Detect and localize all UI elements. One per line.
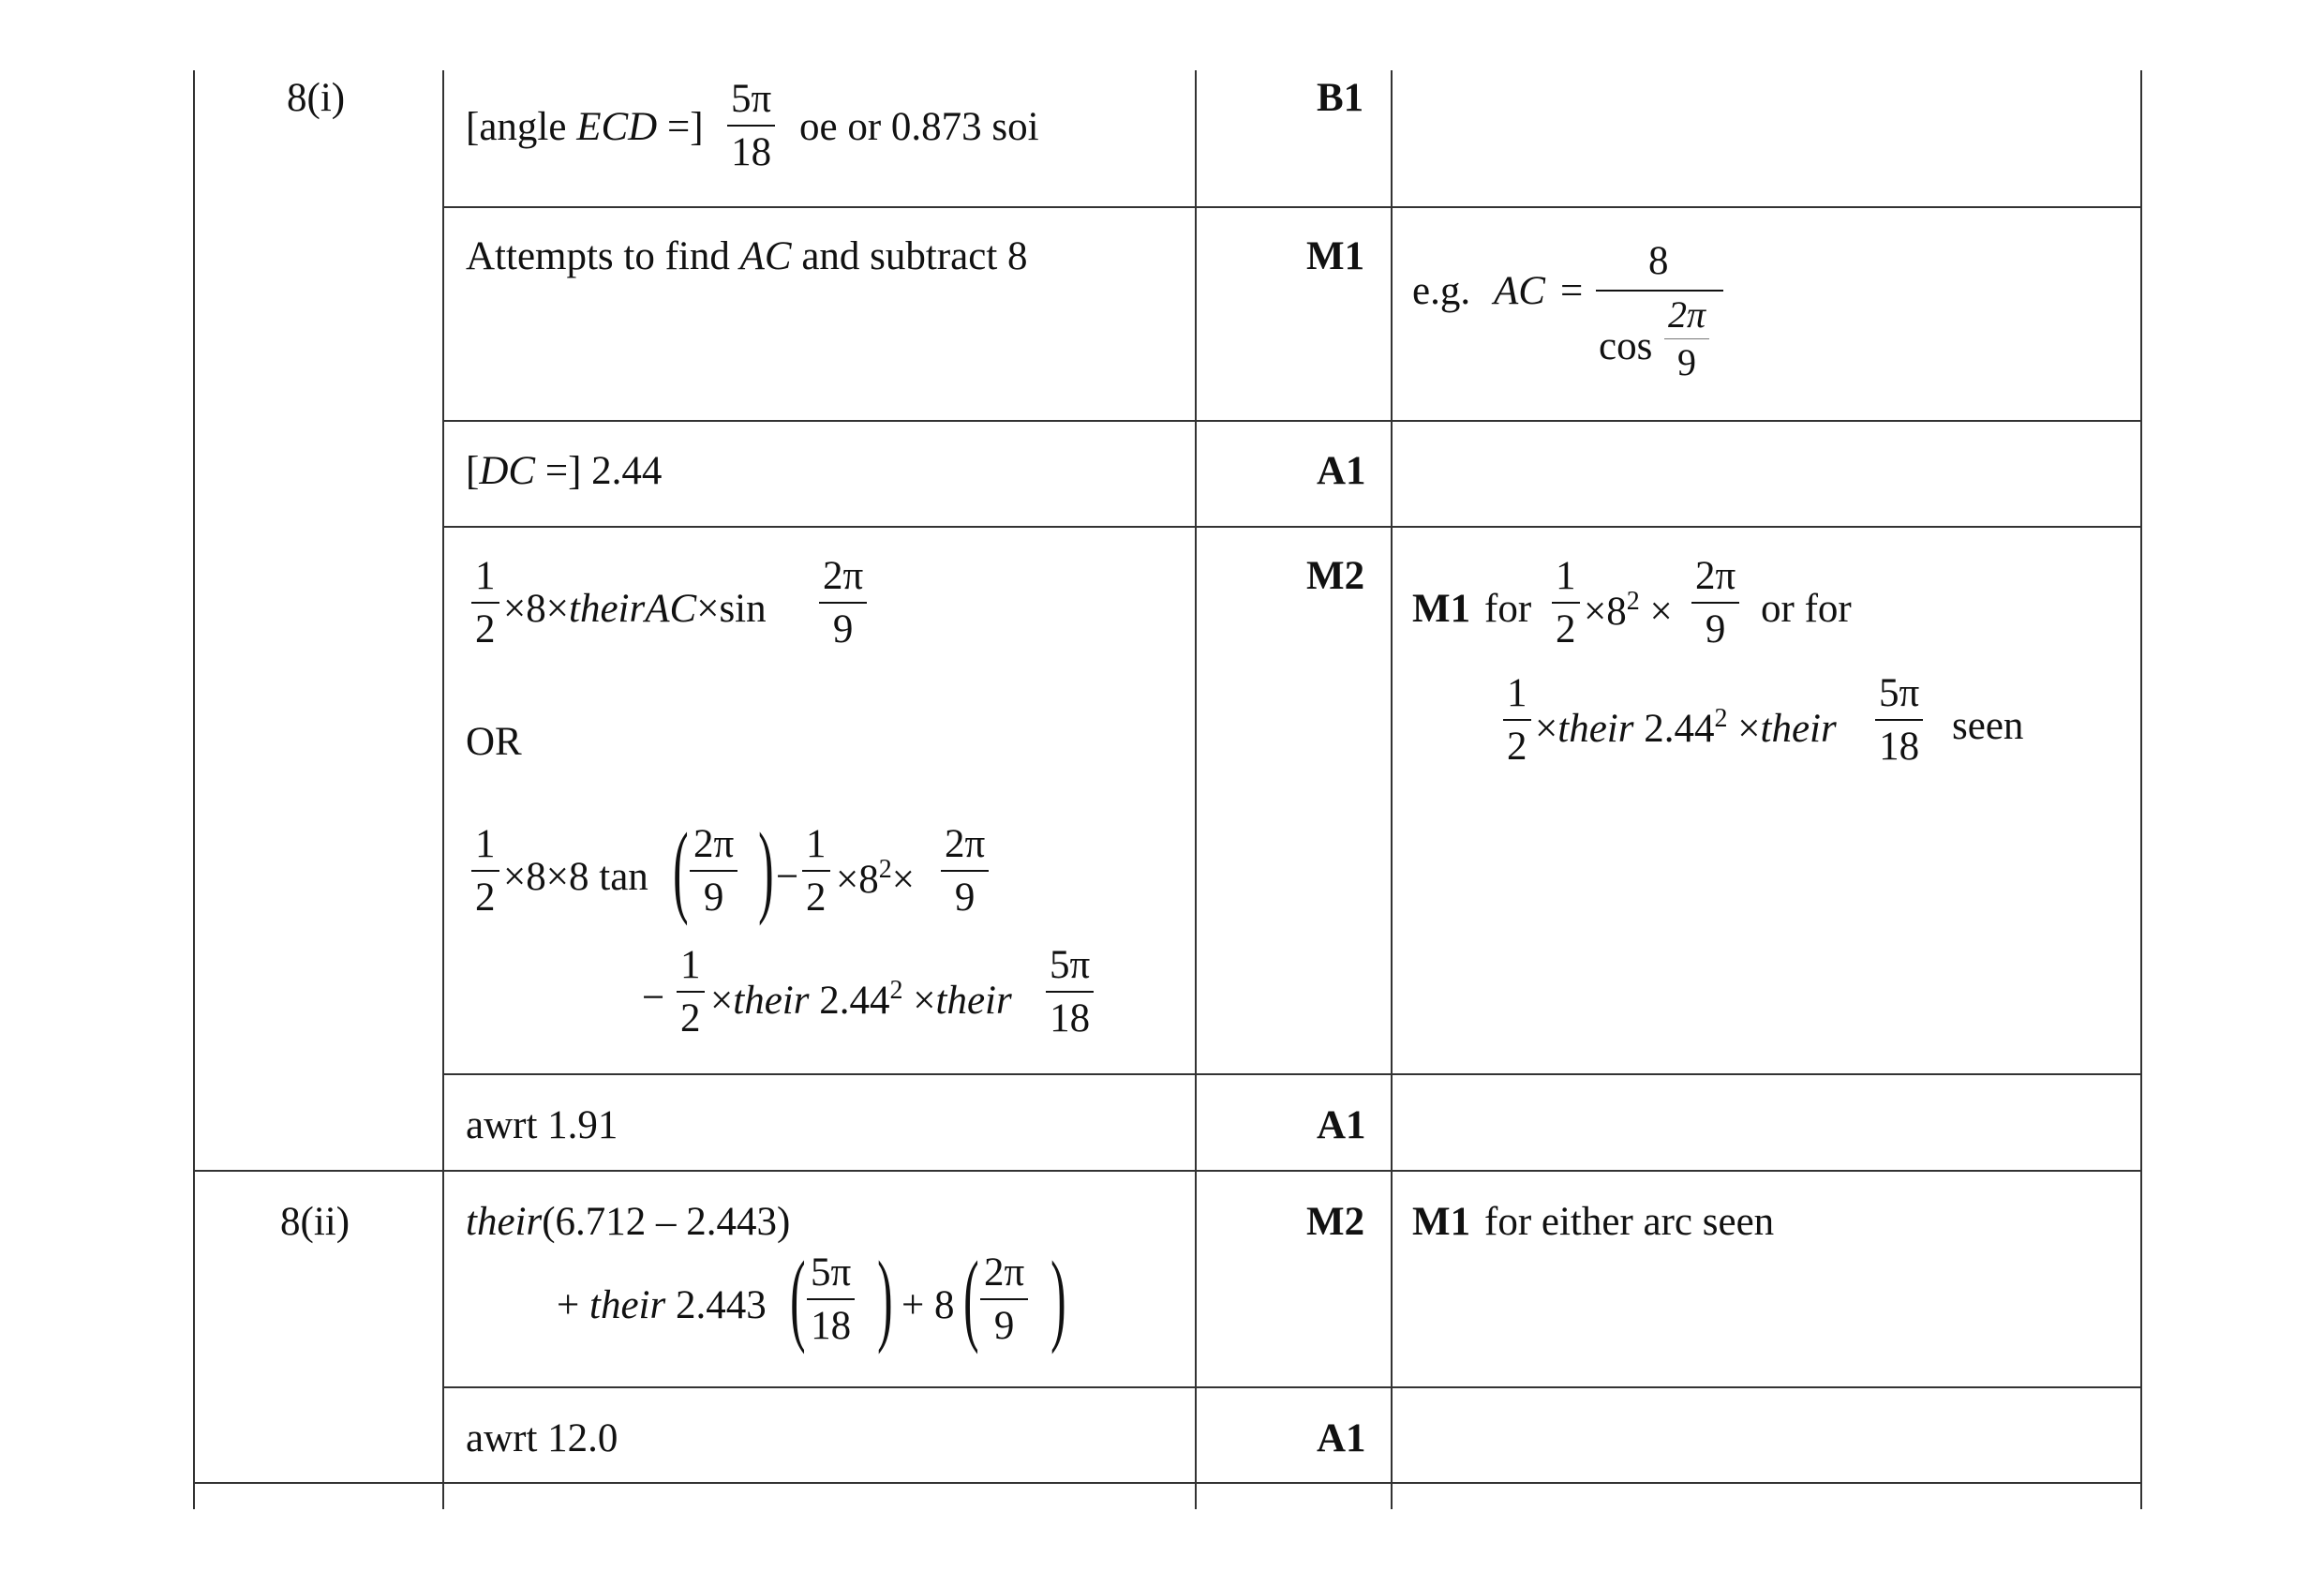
fraction-bar <box>1503 719 1531 721</box>
fraction-numerator: 2π <box>945 822 986 866</box>
expression-part: ×8× <box>503 587 570 631</box>
fraction-bar <box>941 870 989 872</box>
fraction-denominator: 18 <box>1879 725 1920 769</box>
fraction-denominator: 9 <box>1677 341 1697 383</box>
expression-text <box>503 589 767 629</box>
answer-text <box>557 1285 767 1325</box>
fraction-bar <box>1691 602 1739 604</box>
fraction-numerator: 2π <box>1668 293 1706 336</box>
left-parenthesis: ( <box>673 812 689 926</box>
mark-code: A1 <box>1317 1103 1366 1147</box>
guidance-text: or for <box>1761 587 1852 631</box>
fraction-denominator: 9 <box>954 876 976 920</box>
left-parenthesis: ( <box>790 1240 806 1355</box>
grid-line <box>442 206 2142 208</box>
answer-text <box>466 451 662 491</box>
guidance-text <box>1584 589 1673 632</box>
guidance-text: for either arc seen <box>1484 1200 1775 1244</box>
fraction-bar <box>980 1298 1028 1300</box>
answer-text-part: and subtract 8 <box>791 234 1028 278</box>
fraction-numerator: 2π <box>984 1250 1025 1295</box>
their-word: their <box>466 1200 543 1244</box>
fraction <box>807 1252 855 1346</box>
fraction-denominator: 9 <box>993 1304 1015 1348</box>
fraction <box>471 556 499 650</box>
exponent: 2 <box>889 976 903 1005</box>
fraction-bar <box>802 870 830 872</box>
fraction <box>802 824 830 918</box>
their-word: their <box>1760 707 1837 751</box>
guidance-mark-code: M1 <box>1412 587 1471 631</box>
exponent: 2 <box>1714 704 1728 733</box>
fraction <box>727 79 775 172</box>
fraction-denominator: 9 <box>1705 607 1726 651</box>
fraction <box>1691 556 1739 650</box>
answer-text: awrt 12.0 <box>466 1416 618 1460</box>
fraction-bar <box>1596 290 1723 292</box>
fraction-bar <box>677 991 705 993</box>
fraction-denominator: 9 <box>703 876 724 920</box>
expression-text: ×8×8 tan <box>503 855 648 899</box>
question-part-label: 8(i) <box>287 76 346 120</box>
answer-variable: ECD <box>576 105 658 149</box>
guidance-variable: AC <box>1494 269 1545 313</box>
expression-part: × <box>902 979 936 1023</box>
fraction <box>677 945 705 1039</box>
fraction-bar <box>1875 719 1923 721</box>
expression-part: ×sin <box>696 587 767 631</box>
fraction-denominator: 18 <box>731 130 772 174</box>
fraction-bar <box>1552 602 1580 604</box>
answer-text-part: + <box>557 1283 580 1327</box>
answer-text-part: 2.443 <box>665 1283 767 1327</box>
fraction-denominator: 9 <box>832 607 854 651</box>
grid-line <box>442 1386 2142 1388</box>
answer-text <box>466 236 1028 277</box>
fraction-bar <box>471 870 499 872</box>
fraction-numerator: 1 <box>806 822 827 866</box>
fraction-numerator: 2π <box>1695 554 1736 598</box>
guidance-part: × <box>1639 590 1673 634</box>
fraction-numerator: 1 <box>475 554 496 598</box>
guidance-part: × <box>1535 707 1558 751</box>
left-parenthesis: ( <box>963 1240 979 1355</box>
expression-variable: theirAC <box>569 587 697 631</box>
exponent: 2 <box>1626 587 1640 616</box>
fraction-numerator: 5π <box>1050 943 1091 987</box>
fraction-denominator: 2 <box>475 607 496 651</box>
expression-text <box>836 857 915 900</box>
fraction <box>941 824 989 918</box>
fraction-numerator: 2π <box>693 822 735 866</box>
guidance-text <box>1535 706 1837 749</box>
guidance-text: for <box>1484 587 1532 631</box>
fraction <box>690 824 737 918</box>
their-word: their <box>1557 707 1634 751</box>
fraction-denominator: 2 <box>680 996 701 1041</box>
grid-line <box>2140 70 2142 1509</box>
grid-line <box>442 70 444 1509</box>
or-separator: OR <box>466 720 522 764</box>
fraction-numerator: 5π <box>811 1250 852 1295</box>
fraction-bar <box>727 125 775 127</box>
answer-text-part: Attempts to find <box>466 234 740 278</box>
mark-code: M2 <box>1306 554 1365 598</box>
fraction-bar <box>1664 338 1709 339</box>
fraction <box>1664 293 1709 383</box>
fraction <box>1552 556 1580 650</box>
fraction-denominator: 2 <box>806 876 827 920</box>
fraction-numerator: 8 <box>1648 239 1669 283</box>
fraction-denominator: 18 <box>1050 996 1091 1041</box>
right-parenthesis: ) <box>877 1240 893 1355</box>
guidance-text: = <box>1560 269 1584 313</box>
fraction-bar <box>1046 991 1094 993</box>
fraction-numerator: 5π <box>1879 671 1920 715</box>
expression-part: × <box>710 979 734 1023</box>
fraction-bar <box>471 602 499 604</box>
guidance-part: × <box>1727 707 1761 751</box>
answer-text-part: =] 2.44 <box>535 449 663 493</box>
expression-part: 2.44 <box>809 979 890 1023</box>
their-word: their <box>935 979 1012 1023</box>
fraction-numerator: 1 <box>1507 671 1527 715</box>
fraction-numerator: 1 <box>475 822 496 866</box>
cos-text: cos <box>1599 324 1653 368</box>
expression-text <box>710 978 1012 1021</box>
expression-part: × <box>891 858 916 902</box>
question-part-label: 8(ii) <box>280 1200 350 1244</box>
mark-code: A1 <box>1317 449 1366 493</box>
grid-line <box>1195 70 1197 1509</box>
guidance-text: seen <box>1952 704 2024 748</box>
mark-code: A1 <box>1317 1416 1366 1460</box>
fraction <box>1046 945 1094 1039</box>
guidance-part: 2.44 <box>1633 707 1715 751</box>
fraction <box>980 1252 1028 1346</box>
exponent: 2 <box>878 855 892 884</box>
mark-code: M1 <box>1306 234 1365 278</box>
answer-text <box>466 1202 790 1242</box>
answer-text <box>466 107 704 147</box>
grid-line <box>193 1170 2142 1172</box>
fraction-denominator: 18 <box>811 1304 852 1348</box>
answer-variable: DC <box>479 449 536 493</box>
fraction <box>471 824 499 918</box>
fraction <box>1503 673 1531 767</box>
fraction-denominator: 2 <box>1556 607 1576 651</box>
fraction <box>1875 673 1923 767</box>
answer-variable: AC <box>739 234 792 278</box>
guidance-text: e.g. <box>1412 269 1471 313</box>
grid-line <box>442 1073 2142 1075</box>
expression-text: − <box>776 855 799 899</box>
fraction-numerator: 5π <box>731 77 772 121</box>
guidance-mark-code: M1 <box>1412 1200 1471 1244</box>
answer-text-part: [ <box>466 449 480 493</box>
answer-text-part: =] <box>657 105 704 149</box>
expression-text: − <box>642 976 665 1020</box>
answer-text: awrt 1.91 <box>466 1103 618 1147</box>
right-parenthesis: ) <box>1050 1240 1066 1355</box>
fraction-bar <box>690 870 737 872</box>
mark-code: B1 <box>1317 76 1364 120</box>
their-word: their <box>733 979 810 1023</box>
fraction-numerator: 2π <box>823 554 864 598</box>
fraction-numerator: 1 <box>680 943 701 987</box>
grid-line <box>193 1482 2142 1484</box>
their-word: their <box>589 1283 666 1327</box>
grid-line <box>442 420 2142 422</box>
fraction-denominator: 2 <box>1507 725 1527 769</box>
grid-line <box>1391 70 1393 1509</box>
answer-text-part: (6.712 – 2.443) <box>542 1200 791 1244</box>
grid-line <box>193 70 195 1509</box>
answer-text-part: [angle <box>466 105 577 149</box>
guidance-part: ×8 <box>1584 590 1627 634</box>
fraction-bar <box>819 602 867 604</box>
answer-text: oe or 0.873 soi <box>799 105 1039 149</box>
right-parenthesis: ) <box>758 812 774 926</box>
fraction-denominator: 2 <box>475 876 496 920</box>
grid-line <box>442 526 2142 528</box>
fraction-bar <box>807 1298 855 1300</box>
fraction-numerator: 1 <box>1556 554 1576 598</box>
answer-text: + 8 <box>901 1283 955 1327</box>
expression-part: ×8 <box>836 858 879 902</box>
mark-code: M2 <box>1306 1200 1365 1244</box>
fraction <box>819 556 867 650</box>
